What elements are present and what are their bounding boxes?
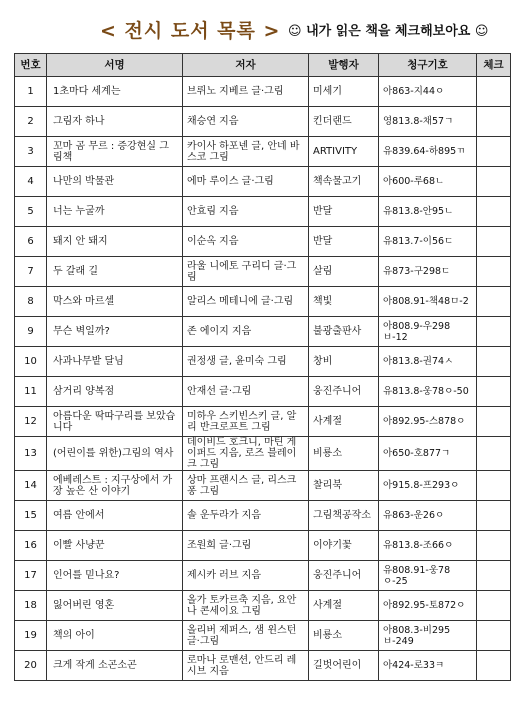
table-row — [15, 107, 511, 137]
book-title: 나만의 박물관 — [47, 167, 183, 197]
book-title: (어린이를 위한)그림의 역사 — [47, 437, 183, 471]
book-title: 너는 누굴까 — [47, 197, 183, 227]
book-author: 안효림 지음 — [183, 197, 309, 227]
book-call-number: 아813.8-권74ㅅ — [379, 347, 477, 377]
row-number: 10 — [15, 347, 47, 377]
book-call-number: 유813.8-웅78ㅇ-50 — [379, 377, 477, 407]
book-title: 무슨 벽일까? — [47, 317, 183, 347]
book-publisher: 그림책공작소 — [309, 501, 379, 531]
table-row — [15, 501, 511, 531]
check-cell[interactable] — [477, 437, 511, 471]
column-header-author: 저자 — [183, 54, 309, 77]
row-number: 6 — [15, 227, 47, 257]
book-publisher: ARTIVITY — [309, 137, 379, 167]
book-call-number: 아892.95-스878ㅇ — [379, 407, 477, 437]
book-author: 올가 토카르축 지음, 요안나 콘세이요 그림 — [183, 591, 309, 621]
check-cell[interactable] — [477, 317, 511, 347]
book-call-number: 아915.8-프293ㅇ — [379, 471, 477, 501]
row-number: 2 — [15, 107, 47, 137]
book-title: 삼거리 양복점 — [47, 377, 183, 407]
book-call-number: 아600-루68ㄴ — [379, 167, 477, 197]
check-cell[interactable] — [477, 407, 511, 437]
book-call-number: 아650-호877ㄱ — [379, 437, 477, 471]
book-author: 솔 운두라가 지음 — [183, 501, 309, 531]
book-call-number: 유873-구298ㄷ — [379, 257, 477, 287]
book-author: 올리버 제퍼스, 샘 윈스턴 글·그림 — [183, 621, 309, 651]
check-cell[interactable] — [477, 377, 511, 407]
book-author: 데이비드 호크니, 마틴 게이퍼드 지음, 로즈 블레이크 그림 — [183, 437, 309, 471]
table-row — [15, 257, 511, 287]
book-author: 권정생 글, 윤미숙 그림 — [183, 347, 309, 377]
book-call-number: 아892.95-토872ㅇ — [379, 591, 477, 621]
book-publisher: 책속물고기 — [309, 167, 379, 197]
row-number: 5 — [15, 197, 47, 227]
check-cell[interactable] — [477, 227, 511, 257]
book-call-number: 아808.9-우298ㅂ-12 — [379, 317, 477, 347]
book-publisher: 책빛 — [309, 287, 379, 317]
book-author: 에마 루이스 글·그림 — [183, 167, 309, 197]
row-number: 11 — [15, 377, 47, 407]
book-publisher: 찰리북 — [309, 471, 379, 501]
check-cell[interactable] — [477, 197, 511, 227]
book-publisher: 길벗어린이 — [309, 651, 379, 681]
book-author: 제시카 러브 지음 — [183, 561, 309, 591]
column-header-number: 번호 — [15, 54, 47, 77]
book-publisher: 웅진주니어 — [309, 561, 379, 591]
book-publisher: 사계절 — [309, 591, 379, 621]
check-cell[interactable] — [477, 651, 511, 681]
table-row — [15, 197, 511, 227]
book-author: 조원희 글·그림 — [183, 531, 309, 561]
book-author: 상마 프랜시스 글, 리스크 퐁 그림 — [183, 471, 309, 501]
table-row — [15, 437, 511, 471]
book-title: 인어를 믿나요? — [47, 561, 183, 591]
table-row — [15, 287, 511, 317]
book-title: 돼지 안 돼지 — [47, 227, 183, 257]
check-cell[interactable] — [477, 347, 511, 377]
table-row — [15, 377, 511, 407]
book-title: 책의 아이 — [47, 621, 183, 651]
column-header-title: 서명 — [47, 54, 183, 77]
row-number: 14 — [15, 471, 47, 501]
book-author: 라울 니에토 구리디 글·그림 — [183, 257, 309, 287]
book-call-number: 영813.8-채57ㄱ — [379, 107, 477, 137]
book-publisher: 미세기 — [309, 77, 379, 107]
check-cell[interactable] — [477, 287, 511, 317]
book-author: 알리스 메테니에 글·그림 — [183, 287, 309, 317]
book-call-number: 유813.8-조66ㅇ — [379, 531, 477, 561]
check-cell[interactable] — [477, 501, 511, 531]
row-number: 16 — [15, 531, 47, 561]
page-title: < 전시 도서 목록 > — [100, 20, 281, 42]
book-table — [14, 53, 511, 681]
book-call-number: 유863-운26ㅇ — [379, 501, 477, 531]
book-publisher: 사계절 — [309, 407, 379, 437]
book-title: 막스와 마르셀 — [47, 287, 183, 317]
page-subtitle: ☺ 내가 읽은 책을 체크해보아요 ☺ — [288, 24, 489, 39]
row-number: 17 — [15, 561, 47, 591]
row-number: 3 — [15, 137, 47, 167]
book-title: 두 갈래 길 — [47, 257, 183, 287]
book-author: 안재선 글·그림 — [183, 377, 309, 407]
book-title: 사과나무밭 달님 — [47, 347, 183, 377]
book-call-number: 유839.64-하895ㄲ — [379, 137, 477, 167]
check-cell[interactable] — [477, 257, 511, 287]
table-row — [15, 591, 511, 621]
row-number: 8 — [15, 287, 47, 317]
row-number: 20 — [15, 651, 47, 681]
header — [0, 14, 522, 48]
row-number: 12 — [15, 407, 47, 437]
book-author: 존 에이지 지음 — [183, 317, 309, 347]
table-row — [15, 347, 511, 377]
book-title: 아름다운 딱따구리를 보았습니다 — [47, 407, 183, 437]
book-publisher: 살림 — [309, 257, 379, 287]
check-cell[interactable] — [477, 167, 511, 197]
column-header-publisher: 발행자 — [309, 54, 379, 77]
book-title: 잃어버린 영혼 — [47, 591, 183, 621]
check-cell[interactable] — [477, 531, 511, 561]
table-row — [15, 137, 511, 167]
row-number: 9 — [15, 317, 47, 347]
table-row — [15, 651, 511, 681]
book-publisher: 반달 — [309, 197, 379, 227]
book-publisher: 비룡소 — [309, 437, 379, 471]
book-publisher: 비룡소 — [309, 621, 379, 651]
book-title: 1초마다 세계는 — [47, 77, 183, 107]
book-title: 이빨 사냥꾼 — [47, 531, 183, 561]
table-header-row — [15, 54, 511, 77]
row-number: 18 — [15, 591, 47, 621]
book-call-number: 유808.91-웅78ㅇ-25 — [379, 561, 477, 591]
row-number: 4 — [15, 167, 47, 197]
book-author: 미하우 스키빈스키 글, 알리 반크로프트 그림 — [183, 407, 309, 437]
book-title: 여름 안에서 — [47, 501, 183, 531]
book-title: 크게 작게 소곤소곤 — [47, 651, 183, 681]
book-publisher: 반달 — [309, 227, 379, 257]
book-call-number: 아808.3-비295ㅂ-249 — [379, 621, 477, 651]
check-cell[interactable] — [477, 471, 511, 501]
book-publisher: 이야기꽃 — [309, 531, 379, 561]
row-number: 19 — [15, 621, 47, 651]
book-author: 브뤼노 지베르 글·그림 — [183, 77, 309, 107]
check-cell[interactable] — [477, 137, 511, 167]
check-cell[interactable] — [477, 77, 511, 107]
check-cell[interactable] — [477, 561, 511, 591]
table-row — [15, 317, 511, 347]
book-call-number: 아808.91-책48ㅁ-2 — [379, 287, 477, 317]
row-number: 15 — [15, 501, 47, 531]
check-cell[interactable] — [477, 591, 511, 621]
book-call-number: 아863-지44ㅇ — [379, 77, 477, 107]
book-title: 꼬마 곰 무르 : 증강현실 그림책 — [47, 137, 183, 167]
row-number: 13 — [15, 437, 47, 471]
book-publisher: 창비 — [309, 347, 379, 377]
book-author: 이순옥 지음 — [183, 227, 309, 257]
table-row — [15, 407, 511, 437]
book-call-number: 유813.8-안95ㄴ — [379, 197, 477, 227]
book-call-number: 유813.7-이56ㄷ — [379, 227, 477, 257]
table-row — [15, 167, 511, 197]
book-title: 그림자 하나 — [47, 107, 183, 137]
column-header-call-number: 청구기호 — [379, 54, 477, 77]
table-row — [15, 531, 511, 561]
table-row — [15, 471, 511, 501]
book-title: 에베레스트 : 지구상에서 가장 높은 산 이야기 — [47, 471, 183, 501]
check-cell[interactable] — [477, 621, 511, 651]
table-row — [15, 561, 511, 591]
book-publisher: 킨더랜드 — [309, 107, 379, 137]
book-author: 로마나 로맨션, 안드리 레시브 지음 — [183, 651, 309, 681]
book-call-number: 아424-로33ㅋ — [379, 651, 477, 681]
row-number: 1 — [15, 77, 47, 107]
book-publisher: 불광출판사 — [309, 317, 379, 347]
book-author: 채승연 지음 — [183, 107, 309, 137]
check-cell[interactable] — [477, 107, 511, 137]
book-publisher: 웅진주니어 — [309, 377, 379, 407]
table-row — [15, 77, 511, 107]
book-author: 카이사 하포넨 글, 안네 바스코 그림 — [183, 137, 309, 167]
table-row — [15, 227, 511, 257]
row-number: 7 — [15, 257, 47, 287]
table-row — [15, 621, 511, 651]
column-header-check: 체크 — [477, 54, 511, 77]
